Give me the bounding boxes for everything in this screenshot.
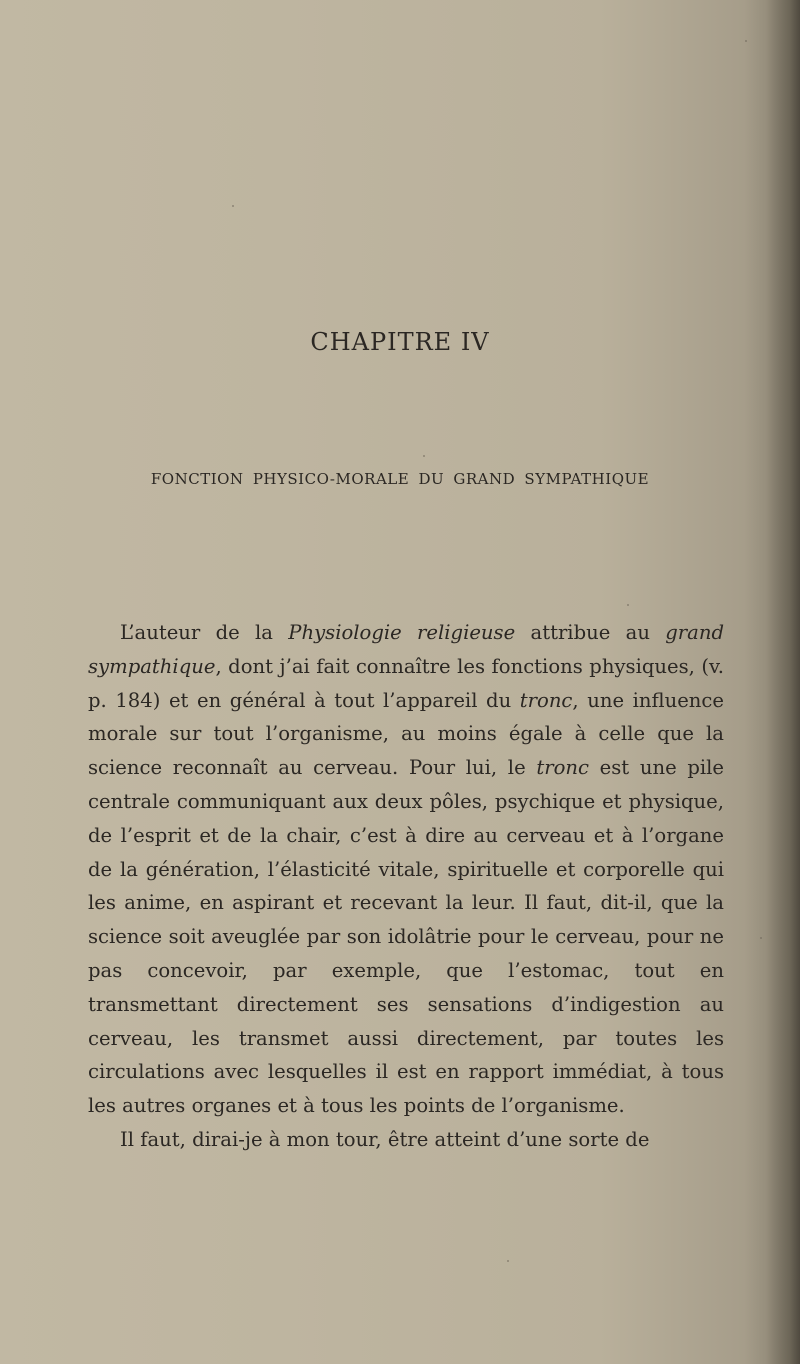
paper-speck (232, 205, 234, 207)
paper-speck (507, 1260, 509, 1262)
paragraph-1-run: attribue au (515, 621, 666, 644)
paragraph-1 (88, 616, 724, 1123)
paragraph-1-run: , une influence morale sur tout l’organisme, au moins égale à celle que la science reconnaît au cerveau. Pour lui, le (88, 688, 724, 780)
page-edge-shadow (766, 0, 800, 1364)
paragraph-1-run: , dont j’ai fait connaître les fonctions physiques, (v. p. 184) et en général à tout l’appareil du (88, 654, 724, 712)
paper-speck (423, 455, 425, 457)
paper-speck (790, 1083, 792, 1085)
paragraph-1-run: L’auteur de la (120, 621, 289, 644)
paper-speck (627, 604, 629, 606)
italic-term: grand sympathique (88, 621, 724, 678)
paragraph-2 (88, 1123, 724, 1157)
paragraph-2-run: Il faut, dirai-je à mon tour, être atteint d’une sorte de (120, 1127, 650, 1151)
paper-speck (760, 937, 762, 939)
paper-speck (745, 40, 747, 42)
chapter-title: CHAPITRE IV (310, 328, 490, 356)
italic-term: tronc (536, 756, 589, 780)
body-text (88, 616, 724, 1157)
paragraph-1-run: est une pile centrale communiquant aux deux pôles, psychique et physique, de l’esprit et de la chair, c’est à dire au cerveau et à l’organe de la génération, l’élasticité vitale, spirituelle et corporelle qui les anime, en aspirant et recevant la leur. Il faut, dit-il, que la science soit aveuglée par son idolâtrie pour le cerveau, pour ne pas concevoir, par exemple, que l’estomac, tout en transmettant directement ses sensations d’indigestion au cerveau, les transmet aussi directement, par toutes les circulations avec lesquelles il est en rapport immédiat, à tous les autres organes et à tous les points de l’organisme. (88, 756, 724, 1118)
italic-term: tronc (519, 688, 573, 712)
chapter-subtitle: FONCTION PHYSICO-MORALE DU GRAND SYMPATHIQUE (150, 470, 650, 488)
italic-term: Physiologie religieuse (288, 621, 516, 644)
